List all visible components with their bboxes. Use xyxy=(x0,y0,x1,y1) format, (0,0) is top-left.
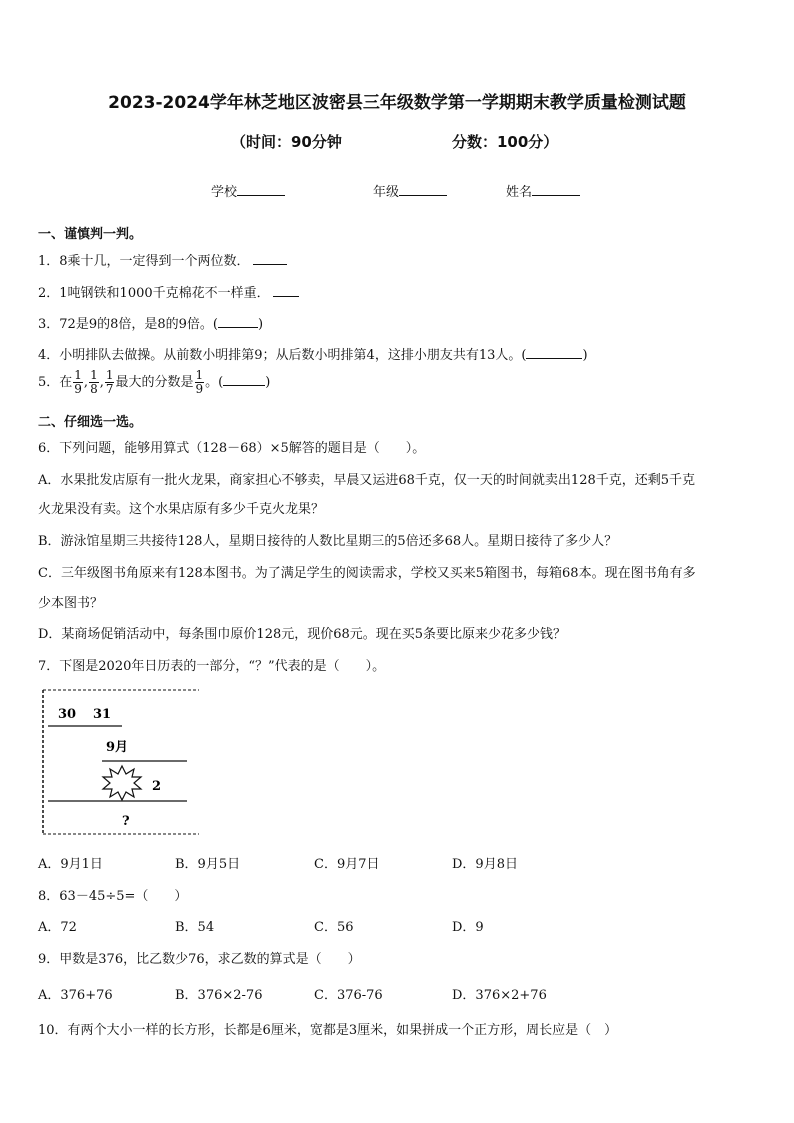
question-7-option-b[interactable]: B．9月5日 xyxy=(175,857,241,872)
starburst-icon xyxy=(103,766,141,800)
question-2 xyxy=(38,282,299,301)
question-9-option-d[interactable]: D．376×2+76 xyxy=(452,988,547,1003)
question-2-text: 2．1吨钢铁和1000千克棉花不一样重． xyxy=(38,286,270,301)
fraction-2-numerator: 1 xyxy=(90,368,98,382)
calendar-day-31: 31 xyxy=(93,707,112,722)
question-5-close: ) xyxy=(265,375,271,390)
fraction-3 xyxy=(105,369,115,396)
question-5-middle: 最大的分数是 xyxy=(115,375,194,390)
calendar-day-2: 2 xyxy=(152,779,162,794)
fraction-1-numerator: 1 xyxy=(74,368,82,382)
question-3-text: 3．72是9的8倍，是8的9倍。( xyxy=(38,317,218,332)
fraction-3-numerator: 1 xyxy=(105,368,114,382)
fraction-4-numerator: 1 xyxy=(195,368,204,382)
question-5-prefix: 5．在 xyxy=(38,375,73,390)
fraction-4-denominator: 9 xyxy=(195,382,204,396)
fraction-1 xyxy=(73,369,83,396)
time-limit: （时间：90分钟 xyxy=(231,133,342,151)
calendar-day-30: 30 xyxy=(58,707,77,722)
calendar-figure xyxy=(40,686,202,838)
school-field[interactable] xyxy=(211,181,285,200)
question-6-option-c-line-2: 少本图书？ xyxy=(38,596,104,611)
question-8-option-b[interactable]: B．54 xyxy=(175,920,215,935)
question-9-option-a[interactable]: A．376+76 xyxy=(38,988,113,1003)
question-8-option-a[interactable]: A．72 xyxy=(38,920,77,935)
question-9-option-c[interactable]: C．376-76 xyxy=(314,988,383,1003)
fraction-2 xyxy=(89,369,99,396)
question-6-option-a-line-1: A．水果批发店原有一批火龙果，商家担心不够卖，早晨又运进68千克，仅一天的时间就卖出128千克，还剩5千克 xyxy=(38,473,696,488)
question-3 xyxy=(38,313,263,332)
question-5-blank[interactable] xyxy=(223,373,265,386)
fraction-4 xyxy=(195,369,205,396)
grade-label: 年级 xyxy=(373,185,400,200)
question-7: 7．下图是2020年日历表的一部分，“？”代表的是（ ）。 xyxy=(38,659,386,674)
question-4-close: ) xyxy=(582,348,588,363)
question-6-option-c-line-1: C．三年级图书角原来有128本图书。为了满足学生的阅读需求，学校又买来5箱图书，每箱68本。现在图书角有多 xyxy=(38,566,696,581)
question-8-option-c[interactable]: C．56 xyxy=(314,920,354,935)
question-4-blank[interactable] xyxy=(526,346,582,359)
question-7-option-d[interactable]: D．9月8日 xyxy=(452,857,518,872)
fraction-2-denominator: 8 xyxy=(90,382,98,396)
fraction-3-denominator: 7 xyxy=(105,382,114,396)
exam-title: 2023-2024学年林芝地区波密县三年级数学第一学期期末教学质量检测试题 xyxy=(108,93,686,113)
question-9: 9．甲数是376，比乙数少76，求乙数的算式是（ ） xyxy=(38,952,361,967)
question-6: 6．下列问题，能够用算式（128－68）×5解答的题目是（ ）。 xyxy=(38,441,426,456)
question-8: 8．63－45÷5=（ ） xyxy=(38,889,188,904)
grade-blank[interactable] xyxy=(399,183,447,196)
school-label: 学校 xyxy=(211,185,238,200)
name-label: 姓名 xyxy=(506,185,533,200)
question-3-close: ) xyxy=(257,317,264,332)
name-field[interactable] xyxy=(506,181,580,200)
school-blank[interactable] xyxy=(237,183,285,196)
total-score: 分数：100分） xyxy=(452,133,559,151)
question-4 xyxy=(38,344,588,363)
question-3-blank[interactable] xyxy=(218,315,258,328)
question-2-blank[interactable] xyxy=(273,284,299,297)
question-1-blank[interactable] xyxy=(253,252,287,265)
question-10: 10．有两个大小一样的长方形，长都是6厘米，宽都是3厘米，如果拼成一个正方形，周长应是（ ） xyxy=(38,1023,618,1038)
calendar-month-label: 9月 xyxy=(106,740,129,755)
question-4-text: 4．小明排队去做操。从前数小明排第9；从后数小明排第4，这排小朋友共有13人。( xyxy=(38,348,527,363)
question-6-option-d: D．某商场促销活动中，每条围巾原价128元，现价68元。现在买5条要比原来少花多少钱？ xyxy=(38,627,567,642)
question-5: 5．在 $\frac{1}{9}$ , $\frac{1}{8}$ , $\frac{1}{7}$ 最大的分数是 $\frac{1}{9}$ 。( ) xyxy=(38,368,271,396)
section-1-heading: 一、谨慎判一判。 xyxy=(38,227,143,242)
question-6-option-b: B．游泳馆星期三共接待128人，星期日接待的人数比星期三的5倍还多68人。星期日接待了多少人？ xyxy=(38,534,618,549)
question-9-option-b[interactable]: B．376×2-76 xyxy=(175,988,263,1003)
question-8-option-d[interactable]: D．9 xyxy=(452,920,484,935)
question-7-option-a[interactable]: A．9月1日 xyxy=(38,857,103,872)
question-1-text: 1．8乘十几，一定得到一个两位数． xyxy=(38,254,250,269)
question-6-option-a-line-2: 火龙果没有卖。这个水果店原有多少千克火龙果？ xyxy=(38,502,325,517)
section-2-heading: 二、仔细选一选。 xyxy=(38,415,143,430)
question-7-option-c[interactable]: C．9月7日 xyxy=(314,857,380,872)
grade-field[interactable] xyxy=(373,181,447,200)
calendar-unknown-day: ? xyxy=(122,814,130,829)
fraction-1-denominator: 9 xyxy=(74,382,82,396)
question-1 xyxy=(38,250,287,269)
question-5-suffix: 。( xyxy=(205,375,224,390)
name-blank[interactable] xyxy=(532,183,580,196)
